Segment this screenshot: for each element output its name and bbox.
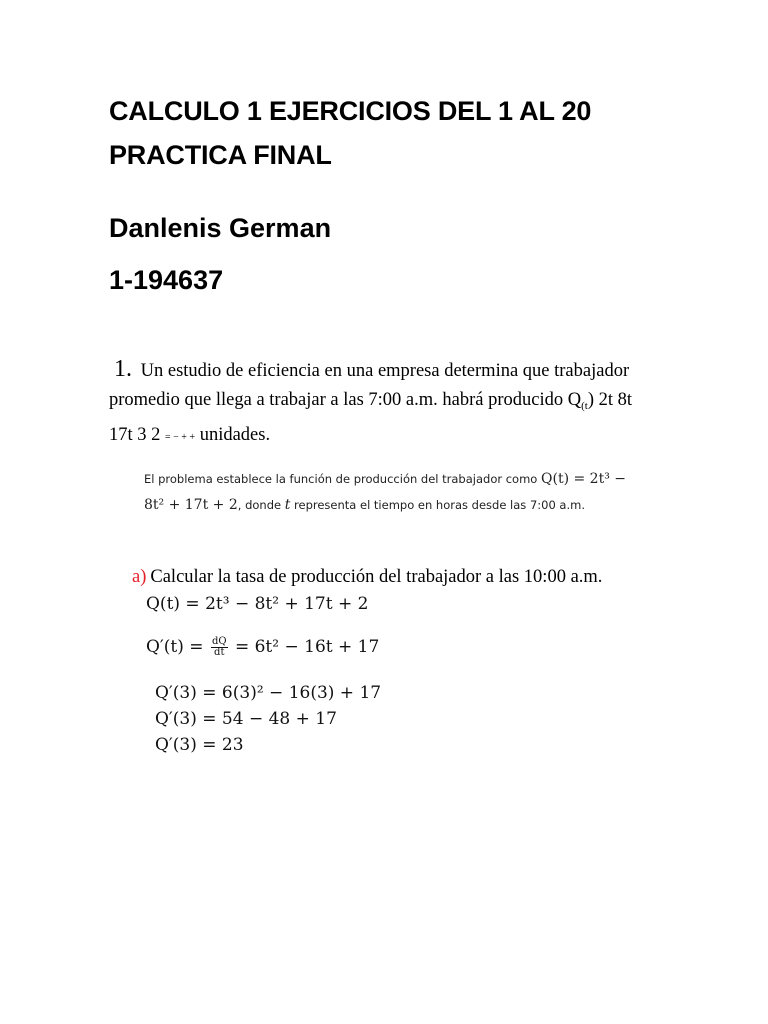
fraction-denominator: dt <box>214 647 225 658</box>
document-title <box>109 89 729 177</box>
note-line-1 <box>144 466 664 492</box>
part-a <box>132 564 602 590</box>
title-line-2: PRACTICA FINAL <box>109 140 332 170</box>
note-text-1: El problema establece la función de producción del trabajador como <box>144 472 538 486</box>
note-formula-2: 8t² + 17t + 2 <box>144 497 238 513</box>
fraction-numerator: dQ <box>211 636 227 647</box>
problem-line-2 <box>109 386 709 421</box>
problem-text-1: Un estudio de eficiencia en una empresa determina que trabajador <box>140 361 630 381</box>
equation-1: Q(t) = 2t³ − 8t² + 17t + 2 <box>146 594 369 614</box>
equation-5: Q′(3) = 23 <box>155 735 244 755</box>
student-id: 1-194637 <box>109 265 224 295</box>
part-a-label: a) <box>132 567 147 587</box>
equation-4: Q′(3) = 54 − 48 + 17 <box>155 709 337 729</box>
problem-text-2-end: ) 2t 8t <box>587 390 633 410</box>
problem-statement <box>109 355 709 452</box>
explanation-note <box>144 466 664 518</box>
problem-line-3 <box>109 421 709 452</box>
problem-subscript: (t <box>581 400 588 412</box>
equation-3: Q′(3) = 6(3)² − 16(3) + 17 <box>155 683 382 703</box>
problem-number: 1. <box>114 356 132 382</box>
note-line-2 <box>144 492 664 518</box>
derivative-fraction <box>211 637 228 658</box>
problem-text-3-end: unidades. <box>199 425 271 445</box>
title-line-1: CALCULO 1 EJERCICIOS DEL 1 AL 20 <box>109 96 592 126</box>
equation-2-right: = 6t² − 16t + 17 <box>234 637 380 657</box>
note-text-3: representa el tiempo en horas desde las 7:00 a.m. <box>294 498 585 512</box>
note-variable: t <box>284 497 291 513</box>
problem-signs: = − + + <box>165 432 196 443</box>
note-text-2: , donde <box>237 498 282 512</box>
problem-text-3: 17t 3 2 <box>109 425 161 445</box>
equation-2 <box>146 637 379 658</box>
problem-line-1 <box>109 355 709 386</box>
note-formula-1: Q(t) = 2t³ − <box>541 471 626 487</box>
problem-text-2: promedio que llega a trabajar a las 7:00 a.m. habrá producido Q <box>109 390 582 410</box>
equation-2-left: Q′(t) = <box>146 637 204 657</box>
part-a-text: Calcular la tasa de producción del trabajador a las 10:00 a.m. <box>150 567 603 587</box>
author-name: Danlenis German <box>109 213 332 243</box>
